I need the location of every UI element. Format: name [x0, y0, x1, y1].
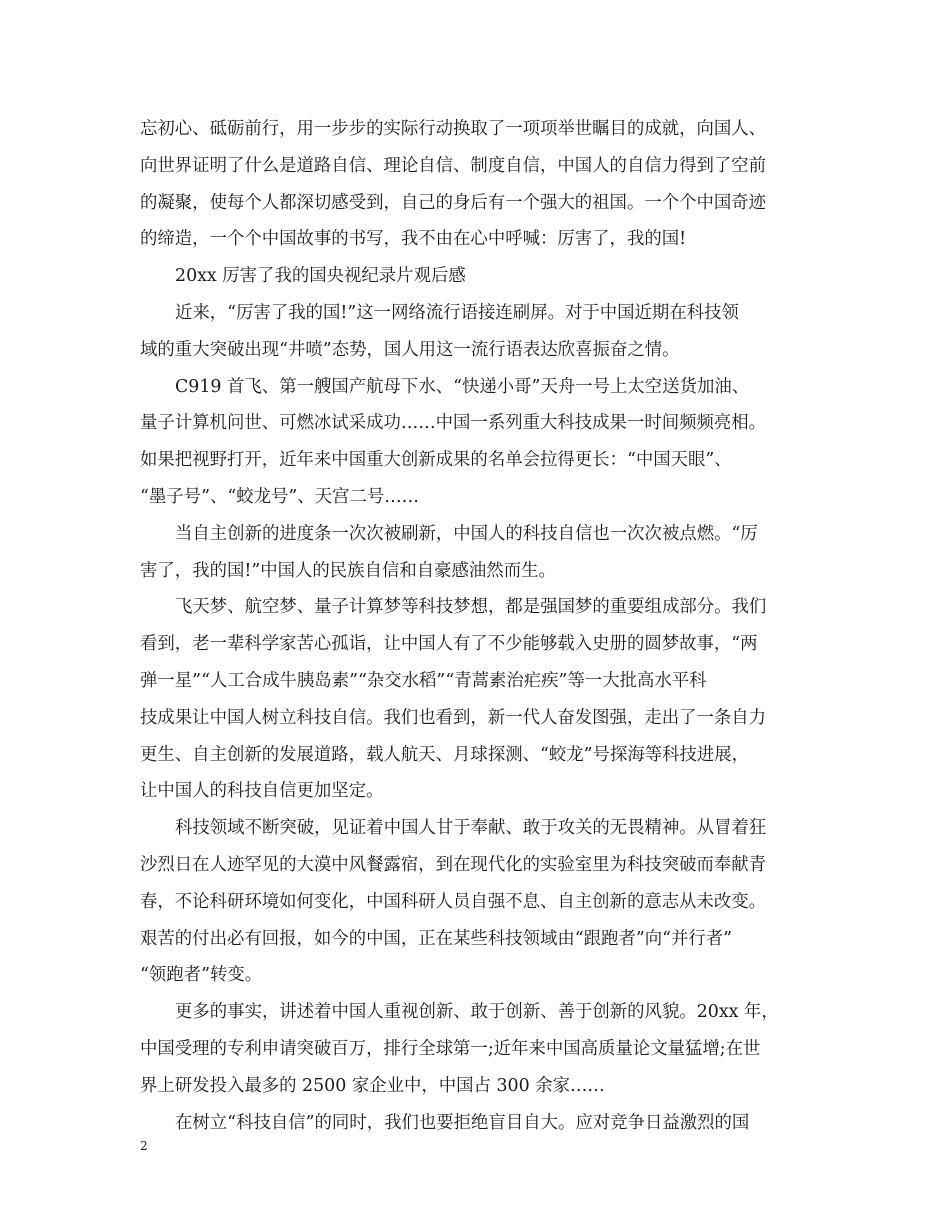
text-line: 科技领域不断突破，见证着中国人甘于奉献、敢于攻关的无畏精神。从冒着狂	[175, 818, 767, 839]
text-line: 更多的事实，讲述着中国人重视创新、敢于创新、善于创新的风貌。20xx 年，	[175, 1002, 779, 1023]
text-line: 沙烈日在人迹罕见的大漠中风餐露宿，到在现代化的实验室里为科技突破而奉献青	[140, 854, 767, 875]
text-line: 飞天梦、航空梦、量子计算梦等科技梦想，都是强国梦的重要组成部分。我们	[175, 597, 767, 618]
text-line: 让中国人的科技自信更加坚定。	[140, 781, 384, 802]
text-line: 当自主创新的进度条一次次被刷新，中国人的科技自信也一次次被点燃。“厉	[175, 523, 758, 544]
text-line: 更生、自主创新的发展道路，载人航天、月球探测、“蛟龙”号探海等科技进展，	[140, 744, 750, 765]
text-line: 量子计算机问世、可燃冰试采成功……中国一系列重大科技成果一时间频频亮相。	[140, 413, 767, 434]
text-line: 春，不论科研环境如何变化，中国科研人员自强不息、自主创新的意志从未改变。	[140, 891, 767, 912]
text-line: C919 首飞、第一艘国产航母下水、“快递小哥”天舟一号上太空送货加油、	[175, 376, 750, 397]
text-line: 中国受理的专利申请突破百万，排行全球第一;近年来中国高质量论文量猛增;在世	[140, 1038, 761, 1059]
text-line: 的缔造，一个个中国故事的书写，我不由在心中呼喊：厉害了，我的国!	[140, 229, 687, 250]
text-line: 弹一星”“人工合成牛胰岛素”“杂交水稻”“青蒿素治疟疾”等一大批高水平科	[140, 670, 707, 691]
text-line: 如果把视野打开，近年来中国重大创新成果的名单会拉得更长：“中国天眼”、	[140, 450, 732, 471]
text-line: 界上研发投入最多的 2500 家企业中，中国占 300 余家……	[140, 1075, 605, 1096]
text-line: 20xx 厉害了我的国央视纪录片观后感	[175, 266, 466, 287]
text-line: 艰苦的付出必有回报，如今的中国，正在某些科技领域由“跟跑者”向“并行者”	[140, 928, 733, 949]
text-line: 在树立“科技自信”的同时，我们也要拒绝盲目自大。应对竞争日益激烈的国	[175, 1112, 750, 1133]
text-line: “墨子号”、“蛟龙号”、天宫二号……	[140, 486, 420, 507]
text-line: 近来，“厉害了我的国!”这一网络流行语接连刷屏。对于中国近期在科技领	[175, 302, 739, 323]
text-line: 看到，老一辈科学家苦心孤诣，让中国人有了不少能够载入史册的圆梦故事，“两	[140, 634, 758, 655]
text-lines	[140, 111, 812, 1141]
text-line: 技成果让中国人树立科技自信。我们也看到，新一代人奋发图强，走出了一条自力	[140, 707, 767, 728]
text-line: 向世界证明了什么是道路自信、理论自信、制度自信，中国人的自信力得到了空前	[140, 155, 767, 176]
text-line: 域的重大突破出现“井喷”态势，国人用这一流行语表达欣喜振奋之情。	[140, 339, 680, 360]
text-line: “领跑者”转变。	[140, 965, 263, 986]
document-body	[140, 111, 812, 1141]
text-line: 的凝聚，使每个人都深切感受到，自己的身后有一个强大的祖国。一个个中国奇迹	[140, 192, 767, 213]
text-line: 忘初心、砥砺前行，用一步步的实际行动换取了一项项举世瞩目的成就，向国人、	[140, 119, 767, 139]
text-line: 害了，我的国!”中国人的民族自信和自豪感油然而生。	[140, 560, 556, 581]
page-number: 2	[140, 1139, 148, 1153]
